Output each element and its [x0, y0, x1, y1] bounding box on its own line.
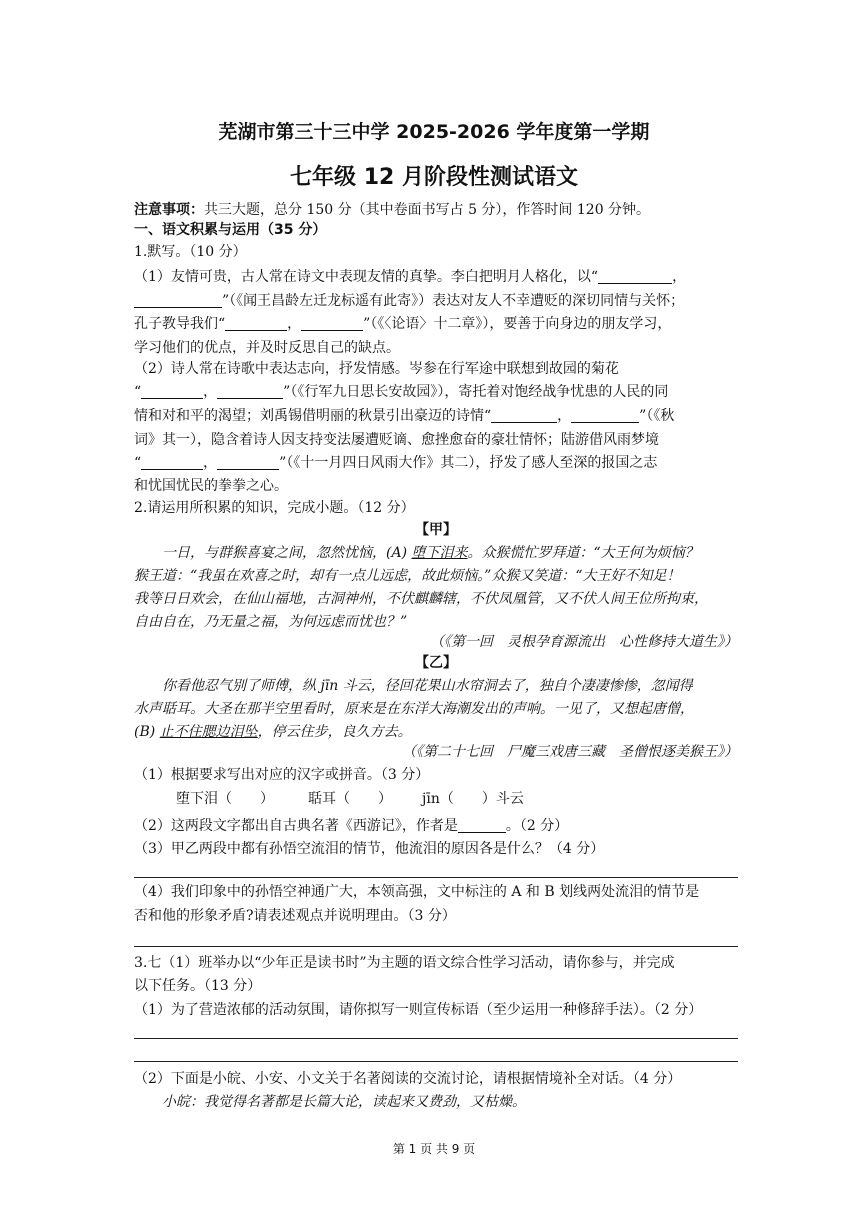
answer-line[interactable]	[134, 946, 738, 947]
item-duo[interactable]: 堕下泪（ ）	[176, 791, 274, 807]
answer-blank[interactable]	[134, 293, 222, 308]
q3-line-2: 以下任务。（13 分）	[134, 978, 262, 994]
exam-subject-title: 七年级 12 月阶段性测试语文	[290, 165, 578, 190]
passage-jia-label: 【甲】	[415, 522, 457, 538]
q2-1: （1）根据要求写出对应的汉字或拼音。（3 分）	[134, 767, 430, 783]
answer-blank[interactable]	[301, 316, 363, 331]
jia-line-2: 猴王道：“我虽在欢喜之时，却有一点儿远虑，故此烦恼。”众猴又笑道：“大王好不知足！	[134, 568, 681, 584]
yi-line-2: 水声聒耳。大圣在那半空里看时，原来是在东洋大海潮发出的声响。一见了，又想起唐僧，	[134, 701, 694, 717]
dialogue-xiaowan: 小皖：我觉得名著都是长篇大论，读起来又费劲，又枯燥。	[162, 1094, 526, 1110]
answer-blank[interactable]	[217, 384, 283, 399]
q2-1-items	[134, 788, 780, 810]
answer-blank[interactable]	[571, 408, 639, 423]
q2-2: （2）这两段文字都出自古典名著《西游记》，作者是 。（2 分）	[134, 818, 569, 834]
answer-blank[interactable]	[141, 455, 203, 470]
underline-a: 堕下泪来	[411, 545, 468, 561]
q1-1-line-3: 孔子教导我们“ ， ”（《〈论语〉十二章》），要善于向身边的朋友学习，	[134, 316, 672, 332]
answer-line[interactable]	[134, 1038, 738, 1039]
question-1-heading: 1.默写。（10 分）	[134, 244, 247, 260]
q1-2-line-1: （2）诗人常在诗歌中表达志向，抒发情感。岑参在行军途中联想到故园的菊花	[134, 361, 619, 377]
answer-blank[interactable]	[491, 408, 557, 423]
q3-line-1: 3.七（1）班举办以“少年正是读书时”为主题的语文综合性学习活动，请你参与，并完成	[134, 955, 675, 971]
exam-school-title: 芜湖市第三十三中学 2025-2026 学年度第一学期	[218, 121, 650, 143]
q1-2-line-5: “ ， ”（《十一月四日风雨大作》其二），抒发了感人至深的报国之志	[134, 455, 658, 471]
q3-2: （2）下面是小皖、小安、小文关于名著阅读的交流讨论，请根据情境补全对话。（4 分）	[134, 1071, 682, 1087]
answer-blank[interactable]	[225, 316, 287, 331]
answer-blank[interactable]	[598, 269, 672, 284]
answer-line[interactable]	[134, 1061, 738, 1062]
q2-3: （3）甲乙两段中都有孙悟空流泪的情节，他流泪的原因各是什么？（4 分）	[134, 841, 605, 857]
jia-line-4: 自由自在，乃无量之福，为何远虑而忧也？”	[134, 614, 408, 630]
q1-1-line-4: 学习他们的优点，并及时反思自己的缺点。	[134, 340, 400, 356]
jia-source: （《第一回 灵根孕育源流出 心性修持大道生》）	[430, 634, 738, 650]
q1-2-line-6: 和忧国忧民的拳拳之心。	[134, 478, 288, 494]
jia-line-1: 一日，与群猴喜宴之间，忽然忧恼，(A) 堕下泪来。众猴慌忙罗拜道：“大王何为烦恼？	[162, 545, 699, 561]
passage-yi-label: 【乙】	[415, 655, 457, 671]
yi-line-3: (B) 止不住腮边泪坠，停云住步，良久方去。	[134, 724, 412, 740]
q1-1-line-1: （1）友情可贵，古人常在诗文中表现友情的真挚。李白把明月人格化，以“ ，	[134, 269, 687, 285]
answer-blank[interactable]	[217, 455, 279, 470]
q3-1: （1）为了营造浓郁的活动氛围，请你拟写一则宣传标语（至少运用一种修辞手法）。（2 分）	[134, 1002, 703, 1018]
item-guo[interactable]: 聒耳（ ）	[308, 791, 392, 807]
jia-line-3: 我等日日欢会，在仙山福地，古洞神州，不伏麒麟辖，不伏凤凰管，又不伏人间王位所拘束，	[134, 591, 708, 607]
q1-2-line-3: 情和对和平的渴望；刘禹锡借明丽的秋景引出豪迈的诗情“ ， ”（《秋	[134, 408, 675, 424]
q2-4-line-1: （4）我们印象中的孙悟空神通广大，本领高强，文中标注的 A 和 B 划线两处流泪的情节是	[134, 884, 700, 900]
question-2-heading: 2.请运用所积累的知识，完成小题。（12 分）	[134, 500, 415, 516]
q2-4-line-2: 否和他的形象矛盾?请表述观点并说明理由。（3 分）	[134, 908, 456, 924]
notice-line	[134, 199, 738, 221]
notice-text: 共三大题，总分 150 分（其中卷面书写占 5 分），作答时间 120 分钟。	[204, 202, 651, 218]
q1-1-line-2: ”（《闻王昌龄左迁龙标遥有此寄》）表达对友人不幸遭贬的深切同情与关怀；	[134, 290, 738, 312]
yi-line-1: 你看他忍气别了师傅，纵 jīn 斗云，径回花果山水帘洞去了，独自个凄凄惨惨，忽闻得	[162, 678, 693, 694]
q1-2-line-2: “ ， ”（《行军九日思长安故园》），寄托着对饱经战争忧患的人民的同	[134, 384, 669, 400]
notice-label: 注意事项：	[134, 202, 204, 218]
answer-blank[interactable]	[458, 818, 506, 833]
answer-blank[interactable]	[141, 384, 203, 399]
answer-line[interactable]	[134, 877, 738, 878]
page-number: 第 1 页 共 9 页	[392, 1142, 476, 1156]
section-1-heading: 一、语文积累与运用（35 分）	[134, 222, 327, 238]
q1-2-line-4: 词》其一），隐含着诗人因支持变法屡遭贬谪、愈挫愈奋的豪壮情怀；陆游借风雨梦境	[134, 432, 659, 448]
item-jin[interactable]: jīn（ ）斗云	[422, 791, 524, 807]
yi-source: （《第二十七回 尸魔三戏唐三藏 圣僧恨逐美猴王》）	[402, 744, 738, 760]
underline-b: 止不住腮边泪坠	[159, 724, 258, 740]
